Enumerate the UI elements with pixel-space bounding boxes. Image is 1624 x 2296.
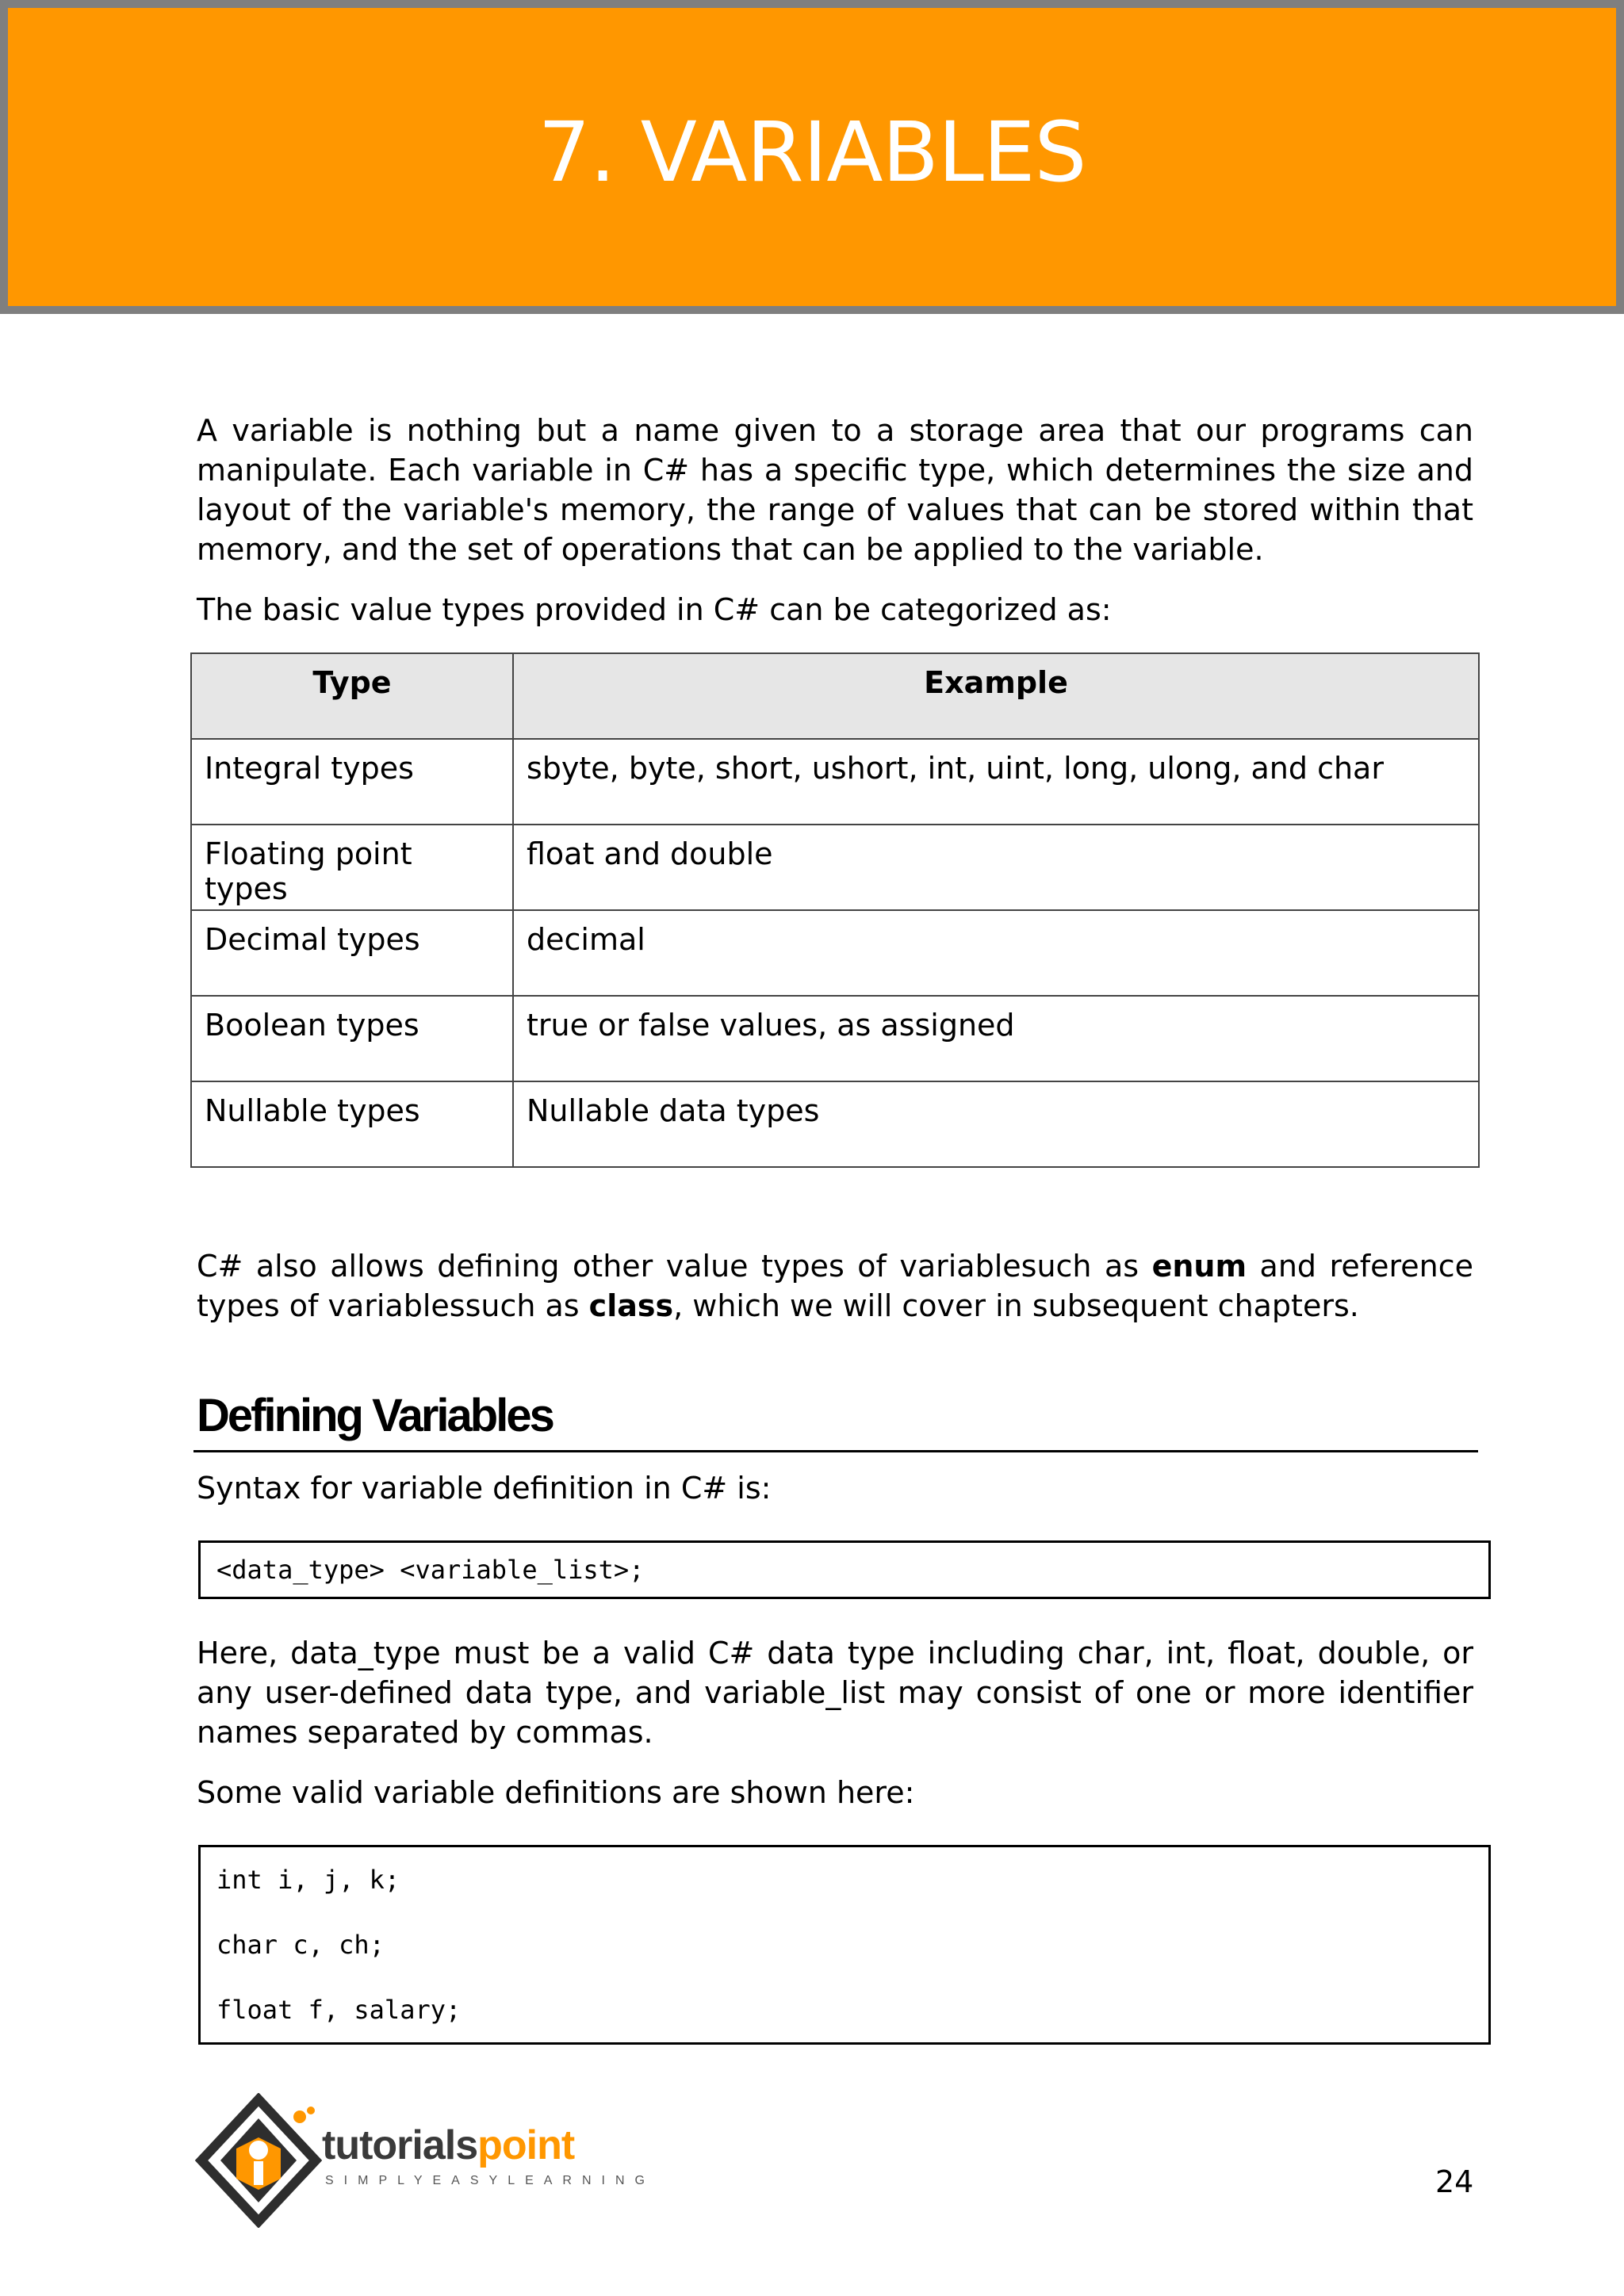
code-line: int i, j, k; [216,1865,400,1895]
example-code-box [198,1845,1491,2045]
logo-diamond-icon [195,2093,322,2228]
section-heading: Defining Variables [197,1390,553,1441]
type-cell: Nullable types [191,1081,513,1167]
table-row [191,996,1479,1081]
other-types-text: , which we will cover in subsequent chapters. [673,1288,1359,1323]
code-line: float f, salary; [216,1995,462,2025]
table-row [191,910,1479,996]
other-types-text: C# also allows defining other value types of variablesuch as [197,1249,1152,1284]
example-cell: decimal [513,910,1479,996]
logo-tagline: SIMPLYEASYLEARNING [325,2174,655,2187]
table-row [191,825,1479,910]
enum-keyword: enum [1151,1249,1247,1284]
intro-paragraph: A variable is nothing but a name given to a storage area that our programs can manipulate. Each variable in C# has a specific type, which determines the size and layout of the variable's memory, the range of values that can be stored within that memory, and the set of operations that can be applied to the variable. [197,413,1473,567]
code-line: <data_type> <variable_list>; [216,1555,645,1585]
code-line: char c, ch; [216,1930,385,1960]
value-types-intro: The basic value types provided in C# can be categorized as: [197,592,1112,627]
other-types-text: and reference types of variablessuch as [197,1249,1473,1323]
syntax-code-box [198,1540,1491,1599]
type-cell: Boolean types [191,996,513,1081]
examples-intro: Some valid variable definitions are shown here: [197,1775,915,1810]
example-cell: float and double [513,825,1479,910]
type-cell: Integral types [191,739,513,825]
page-number: 24 [1435,2164,1474,2199]
chapter-banner [0,0,1624,314]
heading-underline [193,1450,1478,1452]
logo-wordmark [322,2122,574,2169]
example-cell: sbyte, byte, short, ushort, int, uint, long, ulong, and char [513,739,1479,825]
class-keyword: class [588,1288,674,1323]
type-cell: Decimal types [191,910,513,996]
logo-word-tutorials: tutorials [322,2122,478,2168]
table-header-row [191,653,1479,739]
type-cell: Floating point types [191,825,513,910]
column-header-example: Example [513,653,1479,739]
value-types-table [190,652,1480,1168]
logo-word-point: point [477,2122,575,2168]
syntax-explanation: Here, data_type must be a valid C# data type including char, int, float, double, or any user-defined data type, and variable_list may consist of one or more identifier names separated by commas. [197,1636,1473,1750]
table-row [191,1081,1479,1167]
table-row [191,739,1479,825]
example-cell: Nullable data types [513,1081,1479,1167]
other-types-paragraph [197,1246,1473,1326]
syntax-intro: Syntax for variable definition in C# is: [197,1471,772,1506]
column-header-type: Type [191,653,513,739]
chapter-title: 7. VARIABLES [538,104,1086,201]
tutorialspoint-logo [195,2093,655,2228]
example-cell: true or false values, as assigned [513,996,1479,1081]
